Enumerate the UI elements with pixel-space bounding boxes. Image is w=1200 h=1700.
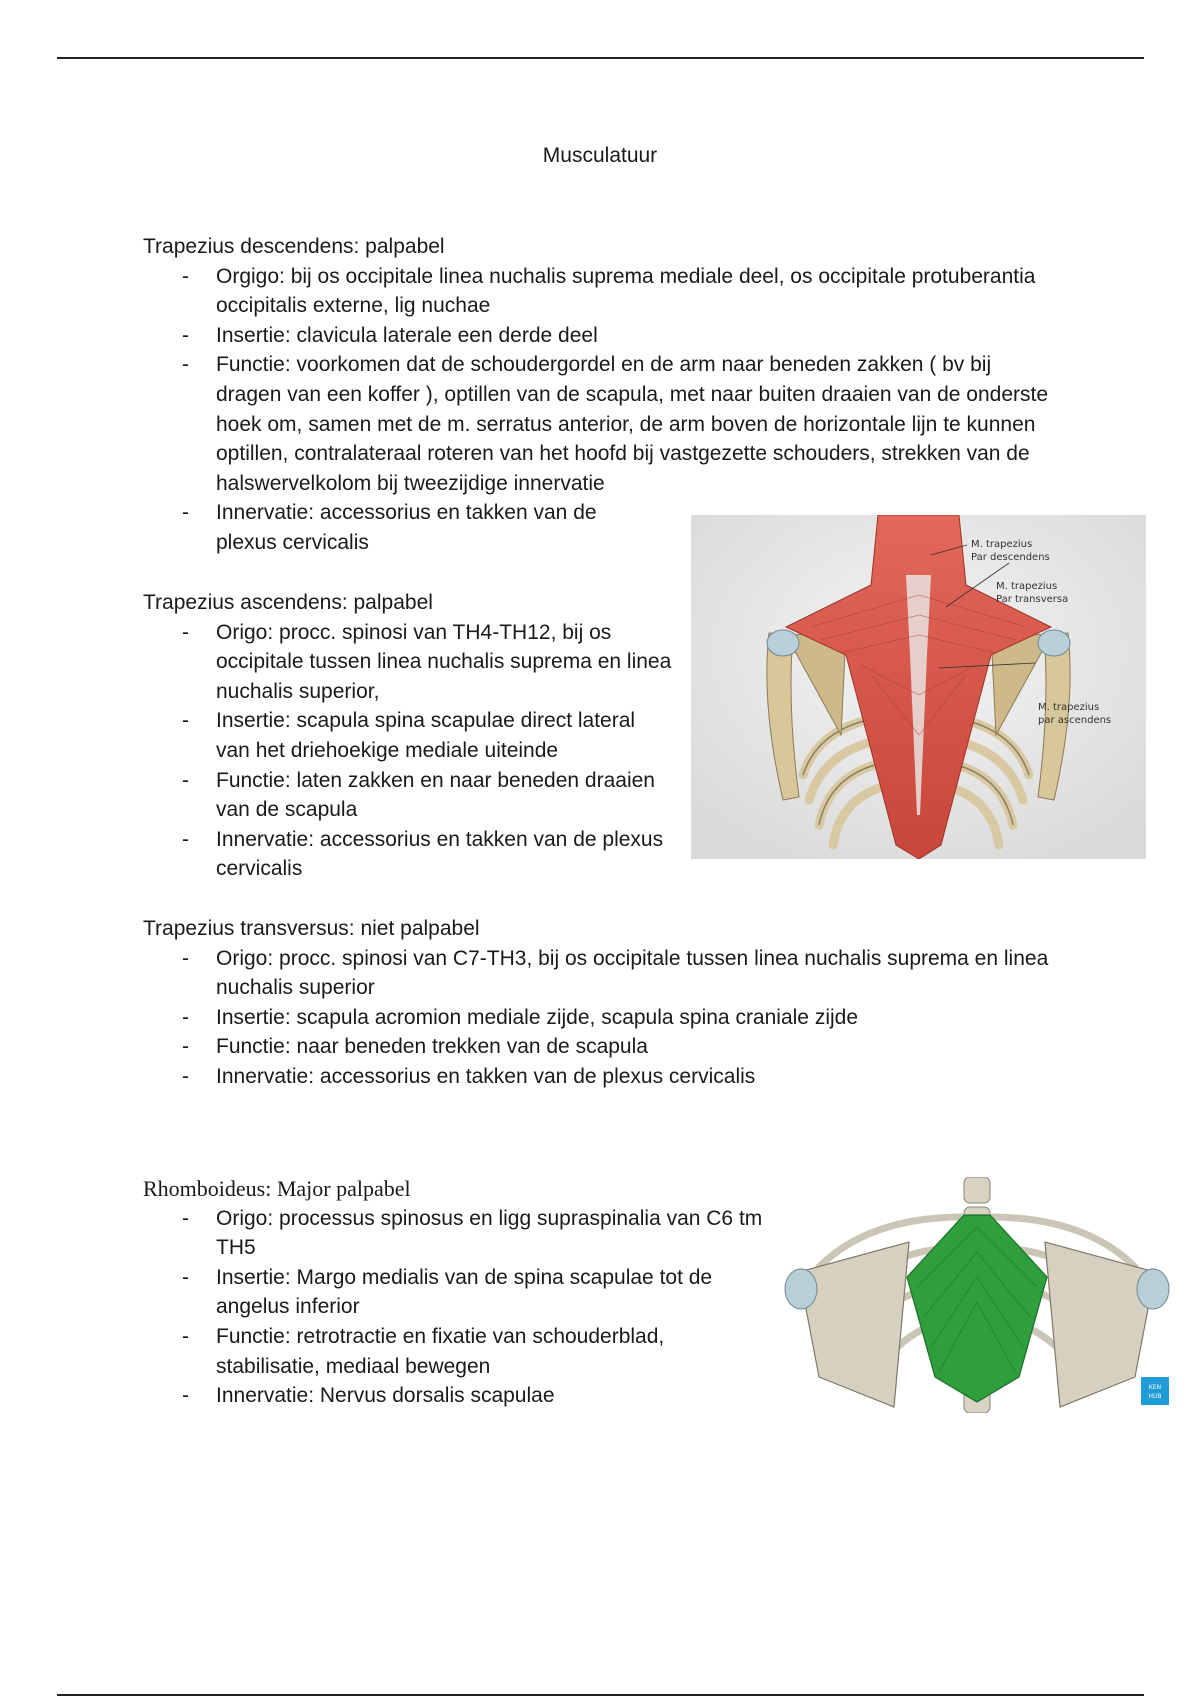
list-item: - Insertie: Margo medialis van de spina scapulae tot de angelus inferior <box>143 1263 763 1322</box>
item-list <box>143 1204 763 1411</box>
section-heading: Rhomboideus: Major palpabel <box>143 1176 411 1201</box>
list-item: - Insertie: scapula spina scapulae direct lateral van het driehoekige mediale uiteinde <box>143 706 673 765</box>
list-item: - Innervatie: accessorius en takken van de plexus cervicalis <box>143 1062 1053 1092</box>
list-item: - Innervatie: accessorius en takken van de plexus cervicalis <box>143 825 673 884</box>
list-item: - Innervatie: accessorius en takken van de plexus cervicalis <box>143 498 636 557</box>
section-rhomboideus <box>143 1174 763 1411</box>
section-heading: Trapezius ascendens: palpabel <box>143 591 433 614</box>
section-heading: Trapezius descendens: palpabel <box>143 235 445 258</box>
section-heading: Trapezius transversus: niet palpabel <box>143 917 480 940</box>
list-item: - Innervatie: Nervus dorsalis scapulae <box>143 1381 763 1411</box>
label-ascendens-line1: M. trapezius <box>1038 702 1100 713</box>
label-transversa-line1: M. trapezius <box>996 581 1058 592</box>
bottom-rule <box>57 1694 1144 1696</box>
trapezius-illustration <box>691 515 1146 859</box>
list-item: - Orgigo: bij os occipitale linea nuchalis suprema mediale deel, os occipitale protuberantia occipitalis externe, lig nuchae <box>143 262 1053 321</box>
list-item: - Functie: retrotractie en fixatie van schouderblad, stabilisatie, mediaal bewegen <box>143 1322 763 1381</box>
list-item: - Origo: procc. spinosi van C7-TH3, bij os occipitale tussen linea nuchalis suprema en linea nuchalis superior <box>143 944 1053 1003</box>
item-list <box>143 618 673 884</box>
list-item: - Functie: laten zakken en naar beneden draaien van de scapula <box>143 766 673 825</box>
list-item: - Insertie: scapula acromion mediale zijde, scapula spina craniale zijde <box>143 1003 1053 1033</box>
document-title: Musculatuur <box>542 144 658 167</box>
badge-line1: KEN <box>1148 1384 1162 1391</box>
rhomboideus-illustration <box>779 1177 1175 1413</box>
section-trapezius-descendens <box>143 232 1053 558</box>
section-trapezius-ascendens <box>143 588 673 884</box>
list-item: - Origo: processus spinosus en ligg supraspinalia van C6 tm TH5 <box>143 1204 763 1263</box>
label-ascendens-line2: par ascendens <box>1038 715 1112 726</box>
badge-line2: HUB <box>1148 1393 1162 1400</box>
list-item: - Origo: procc. spinosi van TH4-TH12, bij os occipitale tussen linea nuchalis suprema en linea nuchalis superior, <box>143 618 673 707</box>
item-list <box>143 262 1053 558</box>
label-descendens-line2: Par descendens <box>971 552 1050 563</box>
list-item: - Functie: voorkomen dat de schoudergordel en de arm naar beneden zakken ( bv bij dragen van een koffer ), optillen van de scapula, met naar buiten draaien van de onderste hoek om, samen met de m. serratus anterior, de arm boven de horizontale lijn te kunnen optillen, contralateraal roteren van het hoofd bij vastgezette schouders, strekken van de halswervelkolom bij tweezijdige innervatie <box>143 350 1053 498</box>
label-descendens-line1: M. trapezius <box>971 539 1033 550</box>
list-item: - Insertie: clavicula laterale een derde deel <box>143 321 1053 351</box>
top-rule <box>57 57 1144 59</box>
label-transversa-line2: Par transversa <box>996 594 1069 605</box>
section-trapezius-transversus <box>143 914 1053 1092</box>
list-item: - Functie: naar beneden trekken van de scapula <box>143 1032 1053 1062</box>
item-list <box>143 944 1053 1092</box>
